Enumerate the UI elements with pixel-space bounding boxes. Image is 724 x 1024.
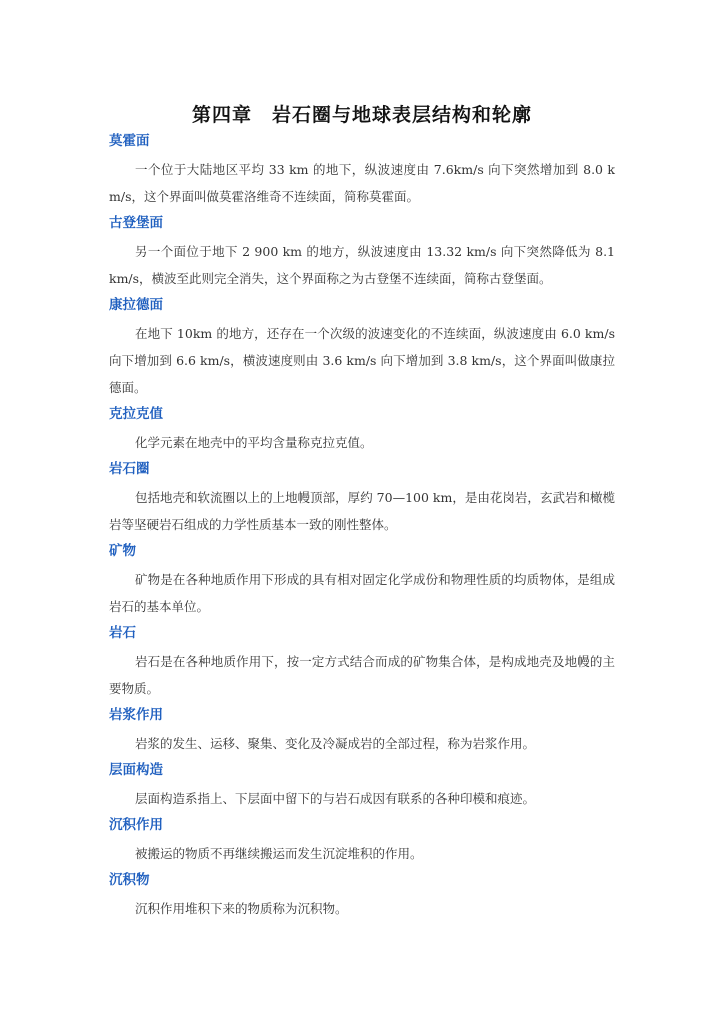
entry-term: 岩石圈 (109, 461, 150, 477)
glossary-entry-sediment (109, 869, 615, 922)
entry-term: 康拉德面 (109, 297, 163, 313)
entry-definition: 岩浆的发生、运移、聚集、变化及冷凝成岩的全部过程，称为岩浆作用。 (135, 736, 536, 751)
entry-term: 莫霍面 (109, 133, 150, 149)
entry-definition: 另一个面位于地下 2 900 km 的地方，纵波速度由 13.32 km/s 向下突然降低为 8.1 km/s，横波至此则完全消失，这个界面称之为古登堡不连续面，简称古登堡面。 (109, 244, 615, 286)
glossary-entry-conrad (109, 294, 615, 401)
entry-term: 沉积物 (109, 872, 150, 888)
entry-term: 矿物 (109, 543, 136, 559)
entry-definition: 矿物是在各种地质作用下形成的具有相对固定化学成份和物理性质的均质物体，是组成岩石的基本单位。 (109, 572, 615, 614)
glossary-entry-rock (109, 622, 615, 702)
glossary-entry-gutenberg (109, 212, 615, 292)
glossary-entry-moho (109, 130, 615, 210)
entry-definition: 在地下 10km 的地方，还存在一个次级的波速变化的不连续面，纵波速度由 6.0 km/s 向下增加到 6.6 km/s，横波速度则由 3.6 km/s 向下增加到 3.8 km/s，这个界面叫做康拉德面。 (109, 326, 615, 395)
glossary-list (109, 130, 615, 924)
glossary-entry-sedimentation (109, 814, 615, 867)
chapter-title: 第四章 岩石圈与地球表层结构和轮廓 (191, 104, 532, 126)
entry-term: 克拉克值 (109, 406, 163, 422)
glossary-entry-bedding-structure (109, 759, 615, 812)
entry-definition: 被搬运的物质不再继续搬运而发生沉淀堆积的作用。 (135, 846, 423, 861)
glossary-entry-lithosphere (109, 458, 615, 538)
entry-definition: 化学元素在地壳中的平均含量称克拉克值。 (135, 435, 373, 450)
entry-definition: 一个位于大陆地区平均 33 km 的地下，纵波速度由 7.6km/s 向下突然增加到 8.0 km/s，这个界面叫做莫霍洛维奇不连续面，简称莫霍面。 (109, 162, 615, 204)
glossary-entry-mineral (109, 540, 615, 620)
entry-term: 岩浆作用 (109, 707, 163, 723)
entry-term: 层面构造 (109, 762, 163, 778)
glossary-entry-magmatism (109, 704, 615, 757)
entry-definition: 沉积作用堆积下来的物质称为沉积物。 (135, 901, 348, 916)
entry-term: 古登堡面 (109, 215, 163, 231)
entry-definition: 岩石是在各种地质作用下，按一定方式结合而成的矿物集合体，是构成地壳及地幔的主要物质。 (109, 654, 615, 696)
entry-definition: 层面构造系指上、下层面中留下的与岩石成因有联系的各种印模和痕迹。 (135, 791, 536, 806)
entry-term: 岩石 (109, 625, 136, 641)
entry-term: 沉积作用 (109, 817, 163, 833)
entry-definition: 包括地壳和软流圈以上的上地幔顶部，厚约 70—100 km，是由花岗岩，玄武岩和橄榄岩等坚硬岩石组成的力学性质基本一致的刚性整体。 (109, 490, 615, 532)
glossary-entry-clarke (109, 403, 615, 456)
